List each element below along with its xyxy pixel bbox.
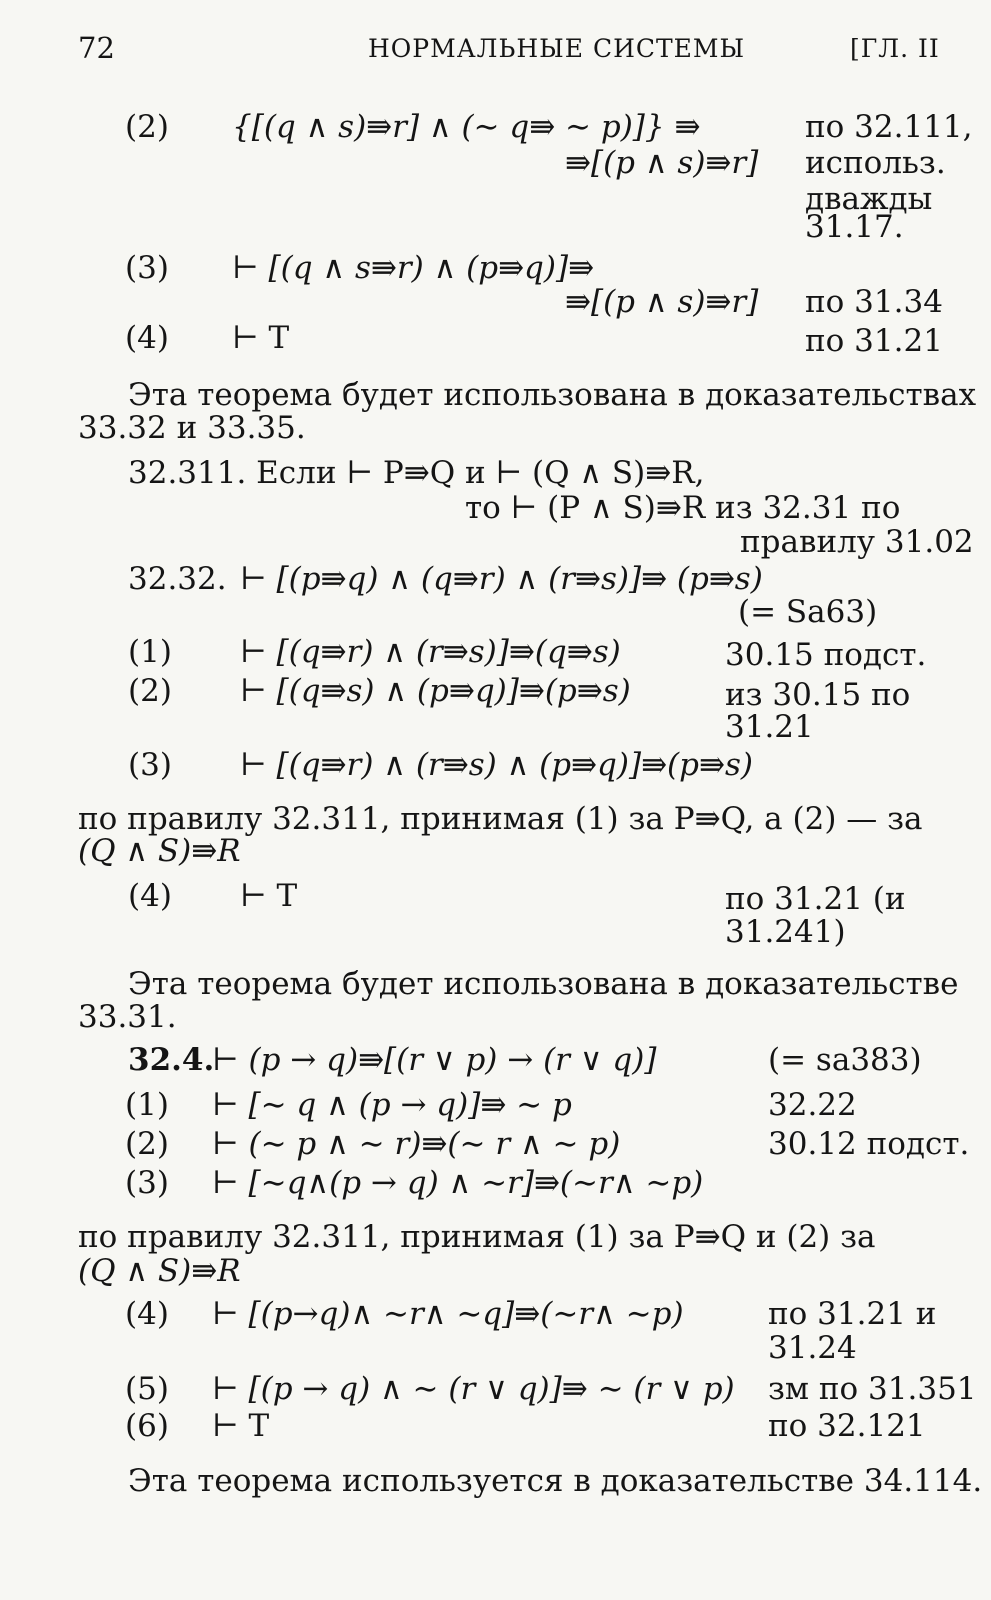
formula: ⊢ (∼ p ∧ ∼ r)⇛(∼ r ∧ ∼ p) bbox=[212, 1126, 621, 1162]
step-number: (2) bbox=[128, 673, 172, 709]
formula: ⊢ [(q⇛s) ∧ (p⇛q)]⇛(p⇛s) bbox=[240, 673, 631, 709]
note: 32.22 bbox=[768, 1087, 857, 1123]
formula: ⊢ T bbox=[212, 1408, 270, 1444]
step-number: (2) bbox=[125, 1126, 169, 1162]
paragraph-line: Эта теорема будет использована в доказательстве bbox=[128, 966, 959, 1002]
formula: ⇛[(p ∧ s)⇛r] bbox=[565, 284, 759, 320]
paragraph-line: (Q ∧ S)⇛R bbox=[78, 1253, 241, 1289]
step-number: (4) bbox=[125, 320, 169, 356]
step-number: (5) bbox=[125, 1371, 169, 1407]
note: по 31.21 (и bbox=[725, 881, 906, 917]
note: 31.241) bbox=[725, 914, 846, 950]
step-number: (6) bbox=[125, 1408, 169, 1444]
note: по 32.121 bbox=[768, 1408, 926, 1444]
paragraph-line: Эта теорема будет использована в доказательствах bbox=[128, 377, 977, 413]
step-number: (3) bbox=[128, 747, 172, 783]
theorem-ref: (= Sa63) bbox=[738, 594, 878, 630]
note: по 31.34 bbox=[805, 284, 943, 320]
note: по 32.111, bbox=[805, 109, 973, 145]
formula: ⊢ [∼ q ∧ (p → q)]⇛ ∼ p bbox=[212, 1087, 572, 1123]
paragraph-line: по правилу 32.311, принимая (1) за P⇛Q, а (2) — за bbox=[78, 801, 923, 837]
formula: ⊢ T bbox=[240, 878, 298, 914]
step-number: (1) bbox=[128, 634, 172, 670]
note: зм по 31.351 bbox=[768, 1371, 977, 1407]
note: по 31.21 bbox=[805, 323, 943, 359]
step-number: (1) bbox=[125, 1087, 169, 1123]
theorem-formula: ⊢ (p → q)⇛[(r ∨ p) → (r ∨ q)] bbox=[212, 1042, 657, 1078]
theorem-text: правилу 31.02 bbox=[740, 524, 974, 560]
paragraph-line: Эта теорема используется в доказательстве 34.114. bbox=[128, 1463, 983, 1499]
page-number: 72 bbox=[78, 31, 115, 65]
formula: ⇛[(p ∧ s)⇛r] bbox=[565, 145, 759, 181]
formula: ⊢ [(q ∧ s⇛r) ∧ (p⇛q)]⇛ bbox=[232, 250, 595, 286]
step-number: (4) bbox=[128, 878, 172, 914]
note: 31.17. bbox=[805, 209, 904, 245]
paragraph-line: (Q ∧ S)⇛R bbox=[78, 833, 241, 869]
note: дважды bbox=[805, 181, 933, 217]
formula: ⊢ [(q⇛r) ∧ (r⇛s) ∧ (p⇛q)]⇛(p⇛s) bbox=[240, 747, 753, 783]
theorem-formula: ⊢ [(p⇛q) ∧ (q⇛r) ∧ (r⇛s)]⇛ (p⇛s) bbox=[240, 561, 763, 597]
note: использ. bbox=[805, 145, 946, 181]
note: 30.15 подст. bbox=[725, 637, 927, 673]
formula: ⊢ [(p → q) ∧ ∼ (r ∨ q)]⇛ ∼ (r ∨ p) bbox=[212, 1371, 735, 1407]
note: 31.21 bbox=[725, 709, 814, 745]
running-title: НОРМАЛЬНЫЕ СИСТЕМЫ bbox=[368, 34, 746, 63]
step-number: (4) bbox=[125, 1296, 169, 1332]
note: по 31.21 и bbox=[768, 1296, 937, 1332]
paragraph-line: 33.32 и 33.35. bbox=[78, 410, 306, 446]
theorem-32-311: 32.311. Если ⊢ P⇛Q и ⊢ (Q ∧ S)⇛R, bbox=[128, 455, 705, 491]
chapter-label: [ГЛ. II bbox=[850, 34, 940, 63]
paragraph-line: по правилу 32.311, принимая (1) за P⇛Q и (2) за bbox=[78, 1219, 876, 1255]
theorem-label: 32.4. bbox=[128, 1042, 215, 1078]
note: 31.24 bbox=[768, 1330, 857, 1366]
theorem-text: то ⊢ (P ∧ S)⇛R из 32.31 по bbox=[465, 490, 901, 526]
theorem-label: 32.32. bbox=[128, 561, 227, 597]
formula: {[(q ∧ s)⇛r] ∧ (∼ q⇛ ∼ p)]} ⇛ bbox=[232, 109, 701, 145]
formula: ⊢ T bbox=[232, 320, 290, 356]
note: 30.12 подст. bbox=[768, 1126, 970, 1162]
paragraph-line: 33.31. bbox=[78, 999, 177, 1035]
note: из 30.15 по bbox=[725, 677, 911, 713]
formula: ⊢ [(p→q)∧ ∼r∧ ∼q]⇛(∼r∧ ∼p) bbox=[212, 1296, 684, 1332]
formula: ⊢ [∼q∧(p → q) ∧ ∼r]⇛(∼r∧ ∼p) bbox=[212, 1165, 704, 1201]
theorem-ref: (= sa383) bbox=[768, 1042, 922, 1078]
formula: ⊢ [(q⇛r) ∧ (r⇛s)]⇛(q⇛s) bbox=[240, 634, 621, 670]
step-number: (2) bbox=[125, 109, 169, 145]
step-number: (3) bbox=[125, 1165, 169, 1201]
step-number: (3) bbox=[125, 250, 169, 286]
